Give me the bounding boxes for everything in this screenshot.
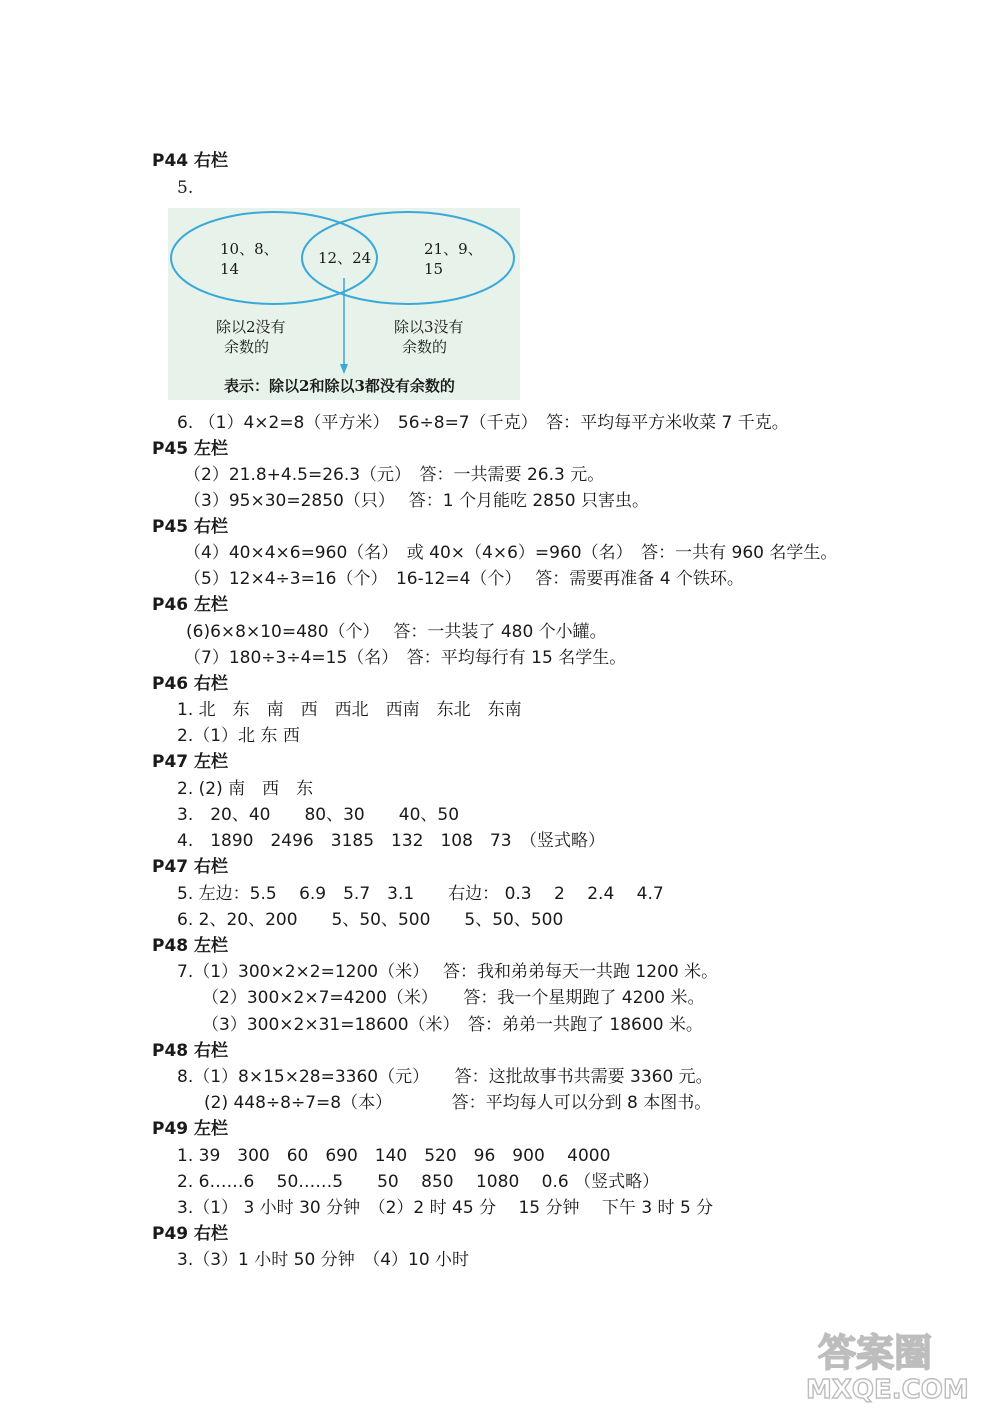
answer-line: 2.（1）北 东 西 — [177, 726, 300, 746]
venn-diagram — [168, 208, 520, 400]
section-header-p48-left: P48 左栏 — [152, 936, 229, 956]
venn-left-values-2: 14 — [220, 260, 240, 278]
answer-line: （2）21.8+4.5=26.3（元） 答：一共需要 26.3 元。 — [184, 465, 605, 485]
venn-bottom-label: 表示：除以2和除以3都没有余数的 — [224, 377, 455, 395]
problem-5-label: 5. — [177, 178, 194, 198]
answer-line: 5. 左边：5.5 6.9 5.7 3.1 右边： 0.3 2 2.4 4.7 — [177, 884, 664, 904]
section-header-p48-right: P48 右栏 — [152, 1041, 229, 1061]
venn-right-label-1: 除以3没有 — [394, 318, 464, 336]
section-header-p49-right: P49 右栏 — [152, 1224, 229, 1244]
answer-line: 2. 6……6 50……5 50 850 1080 0.6 （竖式略） — [177, 1172, 660, 1192]
section-header-p46-right: P46 右栏 — [152, 674, 229, 694]
answer-line: 6. （1）4×2=8（平方米） 56÷8=7（千克） 答：平均每平方米收菜 7 千克。 — [177, 413, 789, 433]
watermark-logo-text: 答案圈 — [818, 1331, 933, 1375]
answer-line: 2. (2) 南 西 东 — [177, 779, 314, 799]
answer-line: （7）180÷3÷4=15（名） 答：平均每行有 15 名学生。 — [184, 648, 627, 668]
section-header-p45-right: P45 右栏 — [152, 517, 229, 537]
section-header-p47-right: P47 右栏 — [152, 857, 229, 877]
answer-line: （5）12×4÷3=16（个） 16-12=4（个） 答：需要再准备 4 个铁环。 — [184, 569, 744, 589]
answer-line: 6. 2、20、200 5、50、500 5、50、500 — [177, 910, 564, 930]
section-header-p45-left: P45 左栏 — [152, 439, 229, 459]
answer-line: (2) 448÷8÷7=8（本） 答：平均每人可以分到 8 本图书。 — [204, 1093, 712, 1113]
section-header-p46-left: P46 左栏 — [152, 595, 229, 615]
watermark-logo — [748, 1326, 978, 1404]
answer-line: 3.（1） 3 小时 30 分钟 （2）2 时 45 分 15 分钟 下午 3 时 5 分 — [177, 1198, 714, 1218]
venn-right-label-2: 余数的 — [402, 338, 448, 356]
venn-right-values-2: 15 — [424, 260, 444, 278]
watermark-site-text: MXQE.COM — [806, 1375, 969, 1404]
answer-line: （3）95×30=2850（只） 答：1 个月能吃 2850 只害虫。 — [184, 491, 650, 511]
venn-center-values: 12、24 — [318, 249, 372, 267]
section-header-p44-right: P44 右栏 — [152, 151, 229, 171]
answer-line: （3）300×2×31=18600（米） 答：弟弟一共跑了 18600 米。 — [202, 1015, 703, 1035]
venn-left-label-2: 余数的 — [224, 338, 270, 356]
answer-line: 8.（1）8×15×28=3360（元） 答：这批故事书共需要 3360 元。 — [177, 1067, 713, 1087]
section-header-p47-left: P47 左栏 — [152, 752, 229, 772]
answer-line: 7.（1）300×2×2=1200（米） 答：我和弟弟每天一共跑 1200 米。 — [177, 962, 719, 982]
answer-line: 3. 20、40 80、30 40、50 — [177, 805, 460, 825]
answer-line: （4）40×4×6=960（名） 或 40×（4×6）=960（名） 答：一共有 960 名学生。 — [184, 543, 838, 563]
answer-line: 3.（3）1 小时 50 分钟 （4）10 小时 — [177, 1250, 470, 1270]
answer-line: 4. 1890 2496 3185 132 108 73 （竖式略） — [177, 831, 606, 851]
venn-left-values-1: 10、8、 — [220, 240, 279, 258]
answer-line: 1. 39 300 60 690 140 520 96 900 4000 — [177, 1146, 611, 1166]
venn-right-values-1: 21、9、 — [424, 240, 483, 258]
answer-line: （2）300×2×7=4200（米） 答：我一个星期跑了 4200 米。 — [202, 988, 705, 1008]
venn-left-label-1: 除以2没有 — [216, 318, 286, 336]
answer-line: 1. 北 东 南 西 西北 西南 东北 东南 — [177, 700, 522, 720]
section-header-p49-left: P49 左栏 — [152, 1119, 229, 1139]
answer-line: (6)6×8×10=480（个） 答：一共装了 480 个小罐。 — [186, 622, 607, 642]
